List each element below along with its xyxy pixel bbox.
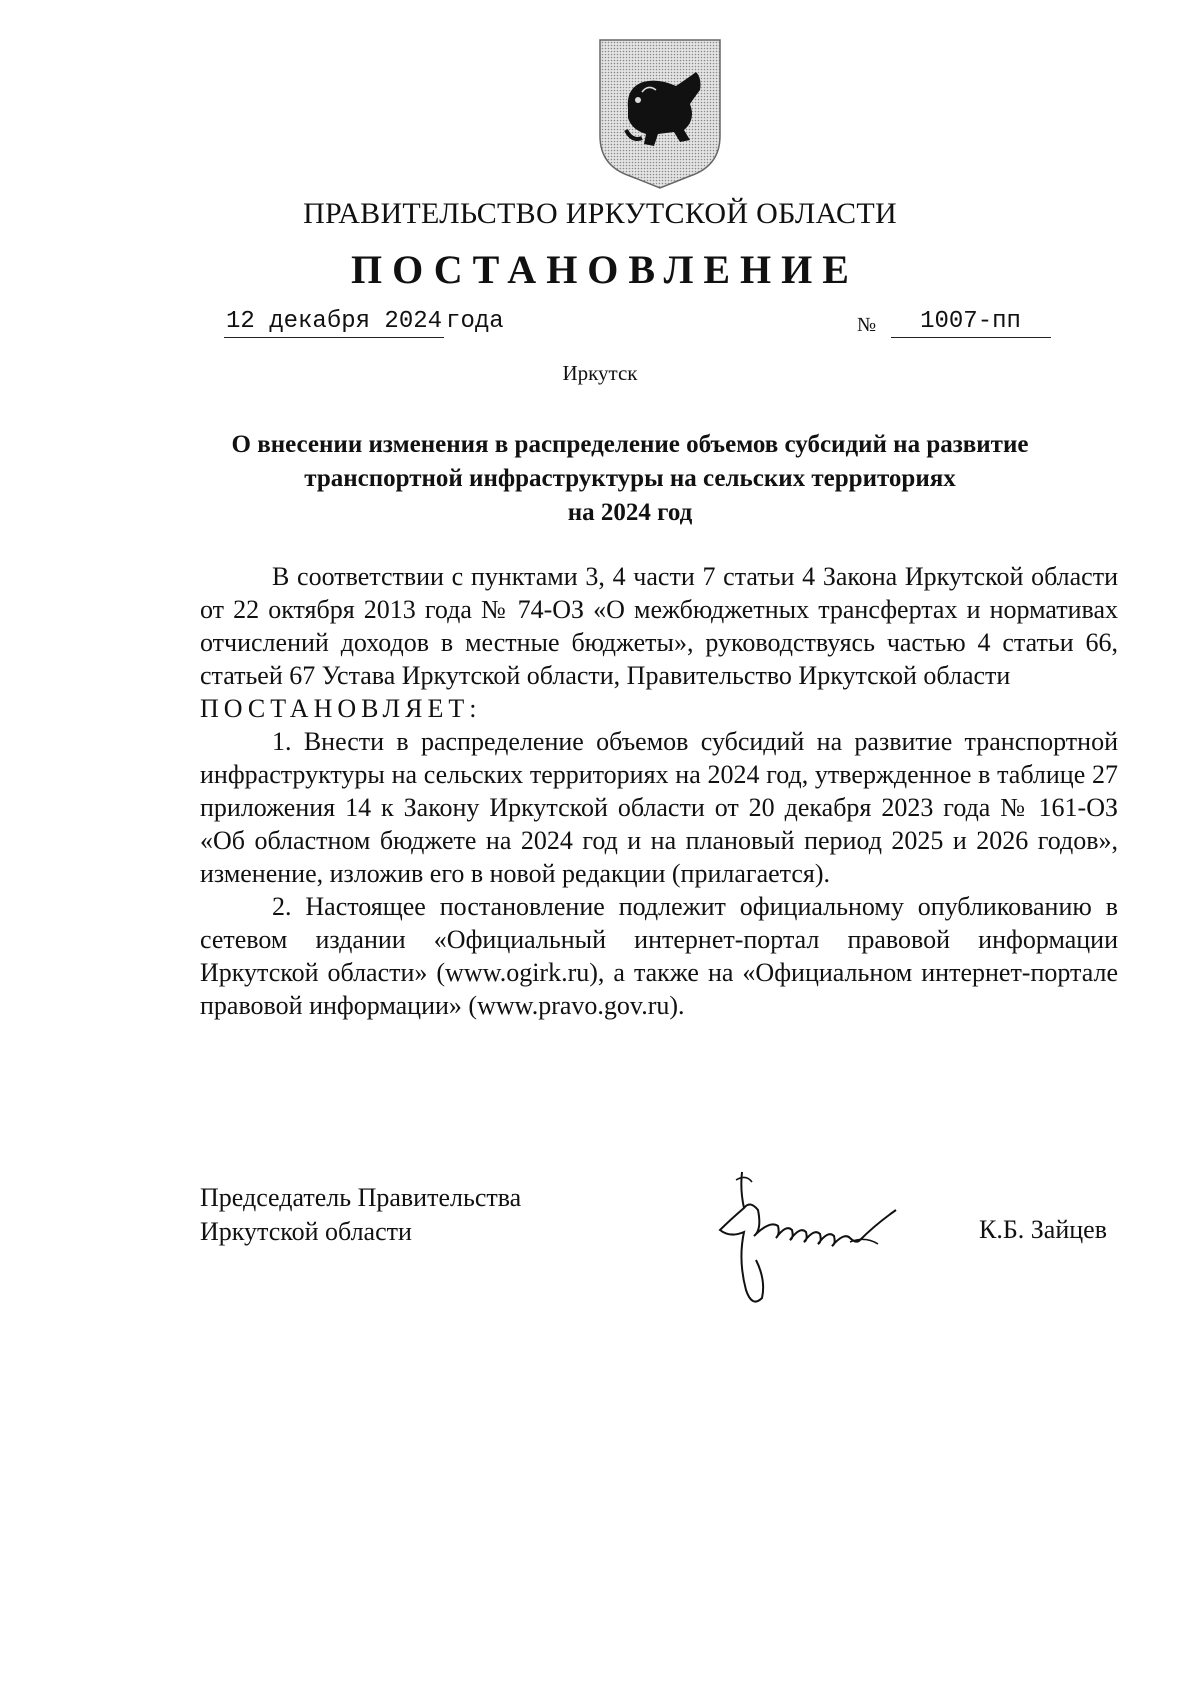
place-of-issue: Иркутск: [562, 361, 638, 385]
signer-name: К.Б. Зайцев: [979, 1215, 1107, 1244]
title-line: транспортной инфраструктуры на сельских территориях: [304, 465, 956, 492]
signer-position: [200, 1181, 521, 1249]
document-title: [190, 428, 1070, 530]
preamble-paragraph: В соответствии с пунктами 3, 4 части 7 статьи 4 Закона Иркутской области от 22 октября 2013 года № 74-ОЗ «О межбюджетных трансфертах и нормативах отчислений доходов в местные бюджеты», руководствуясь частью 4 статьи 66, статьей 67 Устава Иркутской области, Правительство Иркутской области: [200, 562, 1118, 690]
handwritten-signature-icon: [700, 1160, 930, 1310]
date-value: 12 декабря 2024: [224, 308, 444, 338]
title-line: на 2024 год: [567, 499, 693, 526]
number-sign: №: [857, 314, 877, 336]
document-type: ПОСТАНОВЛЕНИЕ: [351, 247, 859, 292]
document-number: [857, 308, 1051, 338]
organization-name: ПРАВИТЕЛЬСТВО ИРКУТСКОЙ ОБЛАСТИ: [303, 197, 897, 230]
title-line: О внесении изменения в распределение объемов субсидий на развитие: [231, 431, 1029, 458]
document-date: [224, 308, 504, 338]
number-value: 1007-пп: [891, 308, 1051, 338]
document-body: [200, 560, 1118, 1022]
item-2-paragraph: 2. Настоящее постановление подлежит официальному опубликованию в сетевом издании «Официальный интернет-портал правовой информации Иркутской области» (www.ogirk.ru), а также на «Официальном интернет-портале правовой информации» (www.pravo.gov.ru).: [200, 892, 1118, 1020]
date-suffix: года: [446, 308, 504, 335]
decree-word: ПОСТАНОВЛЯЕТ:: [200, 694, 482, 723]
irkutsk-coat-of-arms-icon: [598, 38, 722, 190]
position-line: Председатель Правительства: [200, 1183, 522, 1212]
item-1-paragraph: 1. Внести в распределение объемов субсидий на развитие транспортной инфраструктуры на сельских территориях на 2024 год, утвержденное в таблице 27 приложения 14 к Закону Иркутской области от 20 декабря 2023 года № 161-ОЗ «Об областном бюджете на 2024 год и на плановый период 2025 и 2026 годов», изменение, изложив его в новой редакции (прилагается).: [200, 727, 1118, 888]
position-line: Иркутской области: [200, 1217, 412, 1246]
